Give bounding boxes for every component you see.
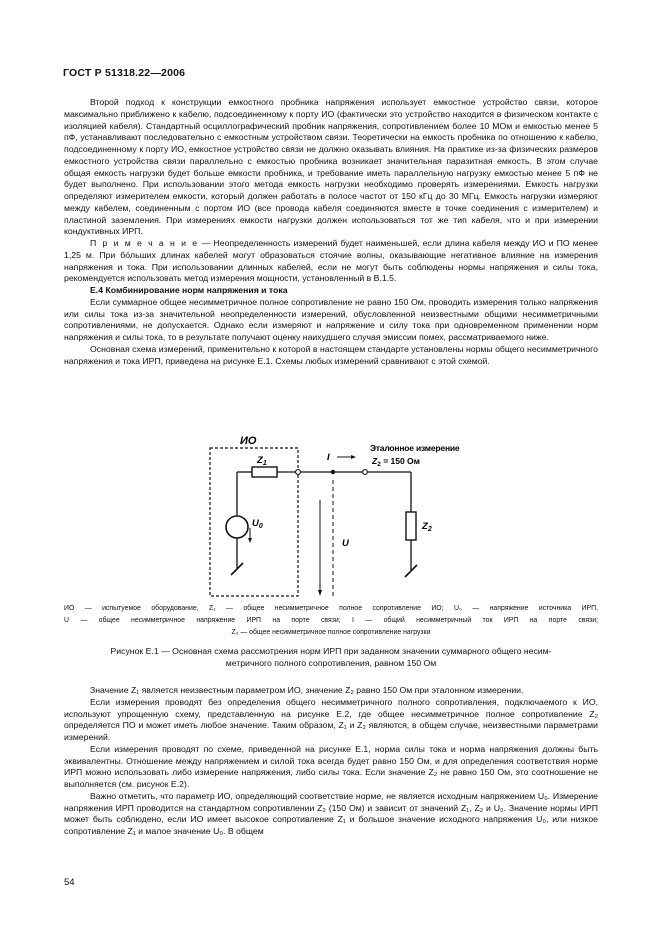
paragraph-combined-limits: Если суммарное общее несимметричное полное сопротивление не равно 150 Ом, проводить измерения только напряжения или силы тока из-за значительной неопределенности измерений, обусловленной неизвестными общими несимметричными сопротивлениями, не допускается. Однако если измеряют и напряжение и силу тока при одновременном применении норм напряжения и силы тока, то в результате получают оценку наихудшего случая эмиссии помех, рассматриваемого ниже. bbox=[64, 296, 598, 342]
document-header: ГОСТ Р 51318.22—2006 bbox=[63, 67, 186, 79]
text-block-bottom bbox=[64, 685, 598, 838]
paragraph-simplified-scheme: Если измерения проводят без определения общего несимметричного полного сопротивления, подключаемого к ИО, используют упрощенную схему, представленную на рисунке Е.2, где общее несимметричное полное сопротивление Z₂ определяется ПО и может иметь любое значение. Таким образом, Z₁ и Z₂ являются, в общем случае, неизвестными параметрами измерений. bbox=[64, 696, 598, 742]
paragraph-equivalence: Если измерения проводят по схеме, приведенной на рисунке Е.1, норма силы тока и норма напряжения должны быть эквивалентны. Отношение между напряжением и силой тока всегда будет равно 150 Ом, и для определения соответствия норме ИРП можно использовать либо измерение напряжения, либо силы тока. Если значение Z₂ не равно 150 Ом, это соотношение не выполняется (см. рисунок Е.2). bbox=[64, 743, 598, 789]
paragraph-capacitive-probe: Второй подход к конструкции емкостного пробника напряжения использует емкостное устройство связи, которое максимально приближено к кабелю, подсоединенному к порту ИО (фактически это устройство находится в физическом контакте с изоляцией кабеля). Стандартный осциллографический пробник напряжения, сопротивлением более 10 МОм и емкостью менее 5 пФ, устанавливают последовательно с емкостным устройством связи. Теоретически на емкость пробника по отношению к кабелю, подсоединенному к порту ИО, емкостное устройство связи не должно оказывать влияния. На практике из-за физических размеров емкостного устройства связи параллельно с емкостью пробника возникает значительная паразитная емкость. В этом случае общая емкость нагрузки будет больше емкости пробника, и требование иметь параллельную нагрузку емкостью менее 5 пФ не будет выполнено. При использовании этого метода емкость нагрузки необходимо проверять измерениями. Емкость нагрузки определяют измерителем емкости, который должен работать в полосе частот от 150 кГц до 30 МГц. Емкость нагрузки измеряют между кабелем, соединенным с портом ИО (все провода кабеля соединяются вместе в точке соединения с измерителем) и пластиной заземления. При измерениях емкости нагрузки должен использоваться тот же тип кабеля, что и при измерении кондуктивных ИРП. bbox=[64, 97, 598, 237]
paragraph-important-note: Важно отметить, что параметр ИО, определяющий соответствие норме, не является исходным напряжением U₀. Измерение напряжения ИРП проводится на стандартном сопротивлении Z₂ (150 Ом) и зависит от значений Z₁, Z₂ и U₀. Значение нормы ИРП может быть соблюдено, если ИО имеет высокое сопротивление Z₁ и большое значение исходного напряжения U₀, или низкое сопротивление Z₁ и малое значение U₀. В общем bbox=[64, 790, 598, 836]
z2-label: $Z_2$ bbox=[422, 521, 432, 533]
legend-line-1: ИО — испытуемое оборудование, Z₁ — общее несимметричное полное сопротивление ИО; U₀ — напряжение источника ИРП, bbox=[64, 605, 598, 612]
figure-e1-circuit-diagram bbox=[200, 432, 480, 602]
port-terminal-eut bbox=[296, 470, 301, 475]
impedance-z2 bbox=[406, 512, 416, 540]
voltage-arrow-head bbox=[318, 590, 322, 596]
figure-legend bbox=[64, 603, 598, 639]
reference-measurement-value: $Z_2 = 150$ Ом bbox=[372, 456, 420, 468]
current-label: I bbox=[327, 452, 330, 463]
note-label: П р и м е ч а н и е bbox=[90, 238, 199, 248]
paragraph-basic-scheme: Основная схема измерений, применительно к которой в настоящем стандарте установлены нормы общего несимметричного напряжения и тока ИРП, приведена на рисунке Е.1. Схемы любых измерений сравнивают с этой схемой. bbox=[64, 343, 598, 366]
caption-line-1: Рисунок Е.1 — Основная схема рассмотрения норм ИРП при заданном значении суммарного общего несим- bbox=[110, 646, 552, 656]
junction-node bbox=[331, 470, 335, 474]
eut-label: ИО bbox=[240, 435, 257, 447]
note-text: — Неопределенность измерений будет наименьшей, если длина кабеля между ИО и ПО менее 1,25 м. При бо́льших длинах кабелей могут образоваться стоячие волны, оказывающие негативное влияние на измерения напряжения и тока. При использовании длинных кабелей, если не могут быть соблюдены нормы напряжения и силы тока, рекомендуется использовать метод измерения мощности, установленный в В.1.5. bbox=[64, 238, 598, 284]
caption-line-2: метричного полного сопротивления, равном 150 Ом bbox=[225, 658, 437, 668]
figure-caption bbox=[64, 645, 598, 669]
u0-label: $U_0$ bbox=[252, 518, 263, 530]
current-arrow-head bbox=[351, 455, 356, 459]
note-paragraph bbox=[64, 238, 598, 285]
section-title: Е.4 Комбинирование норм напряжения и тока bbox=[90, 285, 288, 295]
page-number: 54 bbox=[64, 877, 75, 888]
reference-measurement-title: Эталонное измерение bbox=[370, 443, 460, 453]
paragraph-z1-z2-values: Значение Z₁ является неизвестным параметром ИО, значение Z₂ равно 150 Ом при эталонном измерении. bbox=[90, 685, 524, 695]
u0-arrow-head bbox=[248, 538, 252, 543]
legend-line-2: U — общее несимметричное напряжение ИРП на порте связи; I — общий несимметричный ток ИРП на порте связи; bbox=[64, 617, 598, 624]
port-terminal-ref bbox=[363, 470, 368, 475]
voltage-label: U bbox=[342, 538, 349, 549]
text-block-top bbox=[64, 97, 598, 367]
legend-line-3: Z₂ — общее несимметричное полное сопротивление нагрузки bbox=[231, 629, 431, 636]
impedance-z1 bbox=[252, 467, 277, 477]
voltage-source-u0 bbox=[226, 516, 248, 538]
z1-label: $Z_1$ bbox=[257, 455, 267, 467]
